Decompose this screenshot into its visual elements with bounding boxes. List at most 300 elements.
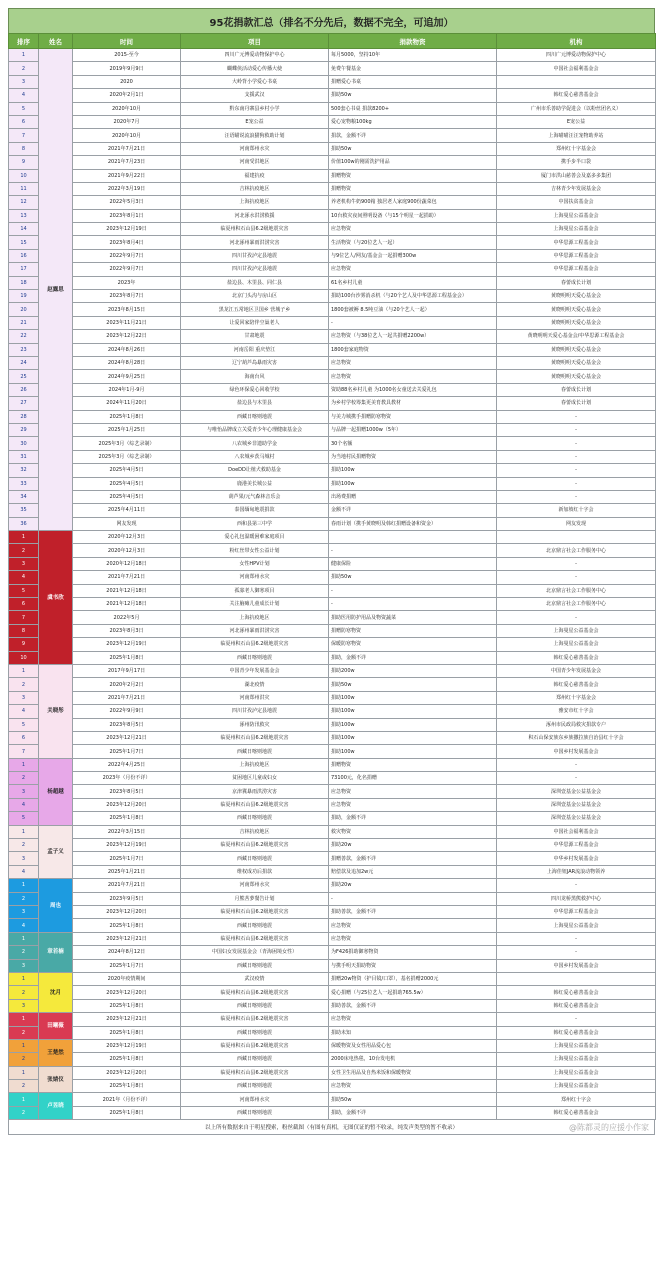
row-org: -: [497, 450, 656, 463]
row-donation: 应急物资: [329, 356, 497, 369]
row-org: -: [497, 410, 656, 423]
row-project: 河南郑州水灾: [181, 1093, 329, 1106]
table-row: [9, 678, 656, 691]
table-row: [9, 839, 656, 852]
row-donation: 金额不详: [329, 504, 497, 517]
row-donation: 出场费捐赠: [329, 490, 497, 503]
row-project: 中国青少年发展基金会: [181, 664, 329, 677]
row-donation: 捐赠20w物资（护目镜/口罩），基名捐赠2000元: [329, 972, 497, 985]
row-index: 19: [9, 290, 39, 303]
row-org: 上海佳妞JAR流浪动物领养: [497, 865, 656, 878]
table-row: [9, 102, 656, 115]
table-row: [9, 611, 656, 624]
row-index: 5: [9, 718, 39, 731]
table-row: [9, 129, 656, 142]
row-index: 22: [9, 330, 39, 343]
row-donation: 捐助50w: [329, 142, 497, 155]
row-org: 韩红爱心慈善基金会: [497, 1106, 656, 1119]
row-donation: 应急物资: [329, 370, 497, 383]
table-row: [9, 142, 656, 155]
row-org: 上海曼星公益基金会: [497, 1053, 656, 1066]
row-org: 郑州红十字基金会: [497, 142, 656, 155]
row-project: 女性HPV计划: [181, 557, 329, 570]
table-row: [9, 477, 656, 490]
row-index: 33: [9, 477, 39, 490]
donation-table: [8, 33, 656, 1120]
row-donation: 捐助50w: [329, 89, 497, 102]
row-time: 2023年12月21日: [73, 731, 181, 744]
row-time: 2025年1月21日: [73, 865, 181, 878]
row-org: 上海曼星公益基金会: [497, 223, 656, 236]
table-row: [9, 209, 656, 222]
row-index: 12: [9, 196, 39, 209]
row-project: 临夏州积石山县6.2级地震灾害: [181, 798, 329, 811]
table-row: [9, 1106, 656, 1119]
row-donation: 与美力城携手捐赠防寒物资: [329, 410, 497, 423]
table-row: [9, 972, 656, 985]
row-project: 西藏日喀则地震: [181, 919, 329, 932]
row-org: 中国乡村发展基金会: [497, 745, 656, 758]
row-project: 河南郑州水灾: [181, 879, 329, 892]
row-donation: 应急物资: [329, 1013, 497, 1026]
row-project: 爱心礼包温暖困难家庭项目: [181, 531, 329, 544]
row-index: 4: [9, 571, 39, 584]
header-donation: 捐款物资: [329, 34, 497, 49]
table-row: [9, 423, 656, 436]
row-project: 西藏日喀则地震: [181, 1053, 329, 1066]
row-org: 中国社会福利基金会: [497, 62, 656, 75]
row-org: 中华思源工程基金会: [497, 249, 656, 262]
row-donation: 捐助100w: [329, 477, 497, 490]
table-row: [9, 772, 656, 785]
table-row: [9, 397, 656, 410]
celebrity-name: 关晓彤: [39, 664, 73, 758]
row-project: 月熊菩萝餐告计划: [181, 892, 329, 905]
row-project: 临夏州积石山县6.2级地震灾害: [181, 1013, 329, 1026]
row-project: 盐边县与木里县: [181, 397, 329, 410]
row-donation: 捐助100w: [329, 731, 497, 744]
row-time: 2023年12月19日: [73, 223, 181, 236]
row-index: 4: [9, 705, 39, 718]
row-project: 海南台风: [181, 370, 329, 383]
row-index: 6: [9, 598, 39, 611]
table-row: [9, 236, 656, 249]
row-index: 2: [9, 1106, 39, 1119]
table-row: [9, 705, 656, 718]
table-row: [9, 718, 656, 731]
row-org: [497, 75, 656, 88]
row-index: 20: [9, 303, 39, 316]
table-row: [9, 517, 656, 530]
row-time: 2025年1月7日: [73, 852, 181, 865]
row-time: 2024年11月20日: [73, 397, 181, 410]
row-donation: 捐助200w: [329, 664, 497, 677]
row-org: 四川龙桥黑熊救护中心: [497, 892, 656, 905]
row-donation: 生活物资（与20位艺人一起）: [329, 236, 497, 249]
row-org: 韩红爱心慈善基金会: [497, 999, 656, 1012]
row-time: 2023年（月份不详）: [73, 772, 181, 785]
row-project: 西藏日喀则地震: [181, 852, 329, 865]
row-index: 28: [9, 410, 39, 423]
row-project: 河北涿州暴雨洪涝灾害: [181, 624, 329, 637]
row-org: 韩红爱心慈善基金会: [497, 986, 656, 999]
row-project: 临夏州积石山县6.2级地震灾害: [181, 638, 329, 651]
table-row: [9, 1026, 656, 1039]
table-row: [9, 343, 656, 356]
row-project: 四川甘孜泸定县地震: [181, 249, 329, 262]
row-donation: 与品牌一起捐赠1000w（5年）: [329, 423, 497, 436]
table-row: [9, 410, 656, 423]
row-org: 中华乡村发展基金会: [497, 852, 656, 865]
row-time: 2024年9月25日: [73, 370, 181, 383]
row-donation: 1800套被褥 8.5吨豆油（与20个艺人一起）: [329, 303, 497, 316]
row-index: 1: [9, 49, 39, 62]
celebrity-name: 章若楠: [39, 932, 73, 972]
table-row: [9, 75, 656, 88]
row-donation: 健康保险: [329, 557, 497, 570]
table-row: [9, 745, 656, 758]
row-org: -: [497, 464, 656, 477]
row-index: 4: [9, 865, 39, 878]
row-time: 2025年1月8日: [73, 1080, 181, 1093]
row-project: 西和县第三中学: [181, 517, 329, 530]
row-index: 2: [9, 544, 39, 557]
table-row: [9, 825, 656, 838]
row-project: 上海抗疫地区: [181, 611, 329, 624]
row-org: 上海曼星公益基金会: [497, 638, 656, 651]
watermark: @陈都灵的应援小作家: [569, 1123, 649, 1133]
row-donation: 爱心宠物粮100kg: [329, 115, 497, 128]
row-time: 2024年8月12日: [73, 946, 181, 959]
row-project: 甘肃地震: [181, 330, 329, 343]
table-row: [9, 638, 656, 651]
row-time: 2022年9月9日: [73, 705, 181, 718]
row-donation: 捐助善款，金额不详: [329, 999, 497, 1012]
row-time: 2022年5月3日: [73, 196, 181, 209]
row-donation: 应急物资（与38位艺人一起共捐赠2200w）: [329, 330, 497, 343]
row-org: 吉林青少年发展基金会: [497, 182, 656, 195]
row-donation: 应急物资: [329, 263, 497, 276]
row-project: 西藏日喀则地震: [181, 651, 329, 664]
row-time: 2021年12月18日: [73, 598, 181, 611]
row-donation: 为当地村民捐赠物资: [329, 450, 497, 463]
row-project: DoeDD让植犬救助基金: [181, 464, 329, 477]
table-row: [9, 999, 656, 1012]
row-project: 临夏州积石山县6.2级地震灾害: [181, 1066, 329, 1079]
row-time: 2023年12月22日: [73, 330, 181, 343]
row-time: 2023年12月19日: [73, 1039, 181, 1052]
celebrity-name: 王楚然: [39, 1039, 73, 1066]
row-project: 四川广元博爱动物保护中心: [181, 49, 329, 62]
row-time: 2025年1月8日: [73, 812, 181, 825]
row-index: 9: [9, 638, 39, 651]
row-org: 上海曼星公益基金会: [497, 919, 656, 932]
row-time: 2020年12月3日: [73, 544, 181, 557]
row-donation: 捐助医用防护用品及物资蔬菜: [329, 611, 497, 624]
row-time: 2023年12月20日: [73, 798, 181, 811]
row-project: 临夏州积石山县6.2级地震灾害: [181, 839, 329, 852]
row-project: E宠公益: [181, 115, 329, 128]
row-donation: 应急物资: [329, 785, 497, 798]
table-row: [9, 437, 656, 450]
row-donation: 10台救灾夜间照明设备（与15个明星一起捐助）: [329, 209, 497, 222]
row-org: 网友发现: [497, 517, 656, 530]
row-project: 河南郑州水灾: [181, 571, 329, 584]
row-time: 2021年7月23日: [73, 156, 181, 169]
row-time: 2019年9月9日: [73, 62, 181, 75]
row-index: 10: [9, 651, 39, 664]
row-index: 2: [9, 986, 39, 999]
row-project: 河南郑州水灾: [181, 142, 329, 155]
row-time: 2023年12月19日: [73, 839, 181, 852]
row-donation: 应急物资: [329, 919, 497, 932]
row-index: 6: [9, 115, 39, 128]
row-time: 2021年9月22日: [73, 169, 181, 182]
row-time: 2020年2月2日: [73, 678, 181, 691]
row-org: 韩红爱心慈善基金会: [497, 1026, 656, 1039]
celebrity-name: 卢昱晓: [39, 1093, 73, 1120]
table-row: [9, 691, 656, 704]
table-row: [9, 1093, 656, 1106]
table-row: [9, 785, 656, 798]
row-org: 深圳壹基金公益基金会: [497, 812, 656, 825]
row-index: 2: [9, 839, 39, 852]
row-org: 新加坡红十字会: [497, 504, 656, 517]
row-index: 2: [9, 1080, 39, 1093]
table-row: [9, 490, 656, 503]
table-row: [9, 1066, 656, 1079]
row-time: 2023年8月5日: [73, 718, 181, 731]
row-project: 绿色环保爱心回收学校: [181, 383, 329, 396]
table-row: [9, 450, 656, 463]
row-org: [497, 972, 656, 985]
row-project: 八农城乡茨马城村: [181, 450, 329, 463]
row-project: 西藏日喀则地震: [181, 745, 329, 758]
row-index: 5: [9, 812, 39, 825]
row-time: 2020年10月: [73, 129, 181, 142]
row-time: 2015-至今: [73, 49, 181, 62]
row-project: 让爱回家陪伴空巢老人: [181, 316, 329, 329]
row-project: 盐边县、木里县、同仁县: [181, 276, 329, 289]
row-time: 2022年5月: [73, 611, 181, 624]
row-time: 2023年8月5日: [73, 785, 181, 798]
row-index: 8: [9, 624, 39, 637]
celebrity-name: 沈月: [39, 972, 73, 1012]
row-donation: 捐助，金额不详: [329, 651, 497, 664]
row-index: 4: [9, 89, 39, 102]
row-index: 3: [9, 785, 39, 798]
row-project: 京津冀暴雨洪涝灾害: [181, 785, 329, 798]
row-donation: 捐助善款，金额不详: [329, 906, 497, 919]
row-index: 2: [9, 1053, 39, 1066]
row-donation: 应急物资: [329, 223, 497, 236]
row-project: 蝴蝶侠活动爱心传播大使: [181, 62, 329, 75]
row-donation: 保暖物资及女性用品爱心包: [329, 1039, 497, 1052]
table-row: [9, 798, 656, 811]
row-org: 中华思源工程基金会: [497, 236, 656, 249]
row-donation: 捐助50w: [329, 571, 497, 584]
header-name: 姓名: [39, 34, 73, 49]
row-index: 17: [9, 263, 39, 276]
row-index: 2: [9, 62, 39, 75]
row-time: 网友发现: [73, 517, 181, 530]
row-org: 中国乡村发展基金会: [497, 959, 656, 972]
table-row: [9, 852, 656, 865]
row-time: 2023年8月15日: [73, 303, 181, 316]
row-org: 上海曼星公益基金会: [497, 1039, 656, 1052]
row-org: [497, 531, 656, 544]
row-index: 10: [9, 169, 39, 182]
row-time: 2023年8月1日: [73, 209, 181, 222]
footer-note: 以上所有数据来自于明星搜索，粉丝截图（有图有真相，无图仅证的暂不收录，纯发声类型的暂不收录）: [8, 1120, 655, 1135]
row-index: 3: [9, 959, 39, 972]
sheet-title: 95花捐款汇总（排名不分先后，数据不完全，可追加）: [8, 8, 655, 33]
row-donation: 为乡村学校筹集更美育教具教材: [329, 397, 497, 410]
row-index: 3: [9, 906, 39, 919]
row-index: 3: [9, 691, 39, 704]
row-time: 2025年4月5日: [73, 490, 181, 503]
row-project: 四川甘孜泸定县地震: [181, 705, 329, 718]
row-donation: 2000床电热毯，10台发电机: [329, 1053, 497, 1066]
row-org: 郑州红十字会: [497, 1093, 656, 1106]
row-donation: 500套心书桌 捐款8200+: [329, 102, 497, 115]
row-index: 2: [9, 892, 39, 905]
row-time: 2023年12月20日: [73, 986, 181, 999]
row-org: 中国扶贫基金会: [497, 196, 656, 209]
row-time: 2025年4月5日: [73, 464, 181, 477]
row-project: 湖北疫情: [181, 678, 329, 691]
row-time: 2024年1月-9月: [73, 383, 181, 396]
row-project: 孤寡老人御寒项目: [181, 584, 329, 597]
row-project: 西藏日喀则地震: [181, 959, 329, 972]
row-org: 韩红爱心慈善基金会: [497, 678, 656, 691]
table-row: [9, 544, 656, 557]
row-donation: 养老机构牛奶900箱 独居老人家庭900份蔬菜包: [329, 196, 497, 209]
row-index: 26: [9, 383, 39, 396]
row-project: 关注脑瘫儿童成长计划: [181, 598, 329, 611]
row-index: 2: [9, 772, 39, 785]
row-index: 11: [9, 182, 39, 195]
row-time: 2024年8月26日: [73, 343, 181, 356]
row-org: 中华思源工程基金会: [497, 906, 656, 919]
row-time: 2022年9月7日: [73, 263, 181, 276]
row-project: 吉林抗疫地区: [181, 825, 329, 838]
row-org: 厦门市洪山慈善会及嘉多多集团: [497, 169, 656, 182]
table-row: [9, 290, 656, 303]
row-time: 2025年1月8日: [73, 651, 181, 664]
row-project: 北京门头沟与房山区: [181, 290, 329, 303]
row-index: 2: [9, 678, 39, 691]
row-org: 中国社会福利基金会: [497, 825, 656, 838]
row-index: 1: [9, 1013, 39, 1026]
row-donation: 应急物资: [329, 1080, 497, 1093]
row-project: 河北涿州暴雨洪涝灾害: [181, 236, 329, 249]
row-time: 2025年1月8日: [73, 1026, 181, 1039]
row-index: 13: [9, 209, 39, 222]
table-row: [9, 865, 656, 878]
row-index: 1: [9, 879, 39, 892]
row-time: 2025年1月7日: [73, 959, 181, 972]
row-time: 2020年12月18日: [73, 557, 181, 570]
table-row: [9, 1053, 656, 1066]
row-org: 黄晓明明天爱心基金会/中华思源工程基金会: [497, 330, 656, 343]
table-row: [9, 919, 656, 932]
row-org: 上海曼星公益基金会: [497, 624, 656, 637]
row-index: 23: [9, 343, 39, 356]
table-row: [9, 89, 656, 102]
row-org: 涿州市民政局救灾捐款专户: [497, 718, 656, 731]
row-index: 1: [9, 531, 39, 544]
row-time: 2022年4月25日: [73, 758, 181, 771]
row-time: 2022年9月7日: [73, 249, 181, 262]
row-index: 18: [9, 276, 39, 289]
row-index: 7: [9, 611, 39, 624]
row-donation: 捐助，金额不详: [329, 1106, 497, 1119]
row-time: 2025年3月（综艺录制）: [73, 437, 181, 450]
row-project: 临夏州积石山县6.2级地震灾害: [181, 1039, 329, 1052]
row-index: 5: [9, 584, 39, 597]
row-org: -: [497, 932, 656, 945]
row-project: 八农城乡非遗助学金: [181, 437, 329, 450]
row-index: 1: [9, 1093, 39, 1106]
celebrity-name: 赵露思: [39, 49, 73, 531]
table-row: [9, 169, 656, 182]
table-row: [9, 598, 656, 611]
row-index: 2: [9, 946, 39, 959]
table-row: [9, 731, 656, 744]
row-donation: 捐赠物资: [329, 182, 497, 195]
row-index: 14: [9, 223, 39, 236]
row-donation: 价值100w的刚需洗护用品: [329, 156, 497, 169]
row-org: -: [497, 758, 656, 771]
row-org: 北京鼎言社会工作服务中心: [497, 544, 656, 557]
table-row: [9, 531, 656, 544]
row-org: 郑州红十字基金会: [497, 691, 656, 704]
table-row: [9, 182, 656, 195]
table-row: [9, 946, 656, 959]
celebrity-name: 张婧仪: [39, 1066, 73, 1093]
header-project: 项目: [181, 34, 329, 49]
row-donation: 爱心捐赠（与25位艺人一起捐助765.5w）: [329, 986, 497, 999]
row-org: 深圳壹基金公益基金会: [497, 798, 656, 811]
row-project: 河南郑州洪灾: [181, 691, 329, 704]
row-donation: -: [329, 584, 497, 597]
celebrity-name: 田曦薇: [39, 1013, 73, 1040]
row-org: 雅安市红十字会: [497, 705, 656, 718]
row-org: E宠公益: [497, 115, 656, 128]
row-time: 2020年疫情期间: [73, 972, 181, 985]
table-row: [9, 986, 656, 999]
row-index: 4: [9, 919, 39, 932]
row-project: 大岭背小学爱心书桌: [181, 75, 329, 88]
row-project: 河北涿水洪涝救援: [181, 209, 329, 222]
row-donation: 捐助20w: [329, 879, 497, 892]
row-org: -: [497, 477, 656, 490]
row-org: 上海喵喵汪汪宠物助养站: [497, 129, 656, 142]
celebrity-name: 虞书欣: [39, 531, 73, 665]
row-donation: 捐赠物资: [329, 758, 497, 771]
row-donation: 捐助50w: [329, 678, 497, 691]
row-donation: 捐助50w: [329, 1093, 497, 1106]
row-donation: 61名乡村儿童: [329, 276, 497, 289]
row-time: 2025年1月8日: [73, 919, 181, 932]
row-donation: 资助88名乡村儿童 为1000名女童送去关爱礼包: [329, 383, 497, 396]
table-row: [9, 932, 656, 945]
row-project: 临夏州积石山县6.2级地震灾害: [181, 932, 329, 945]
table-row: [9, 584, 656, 597]
row-project: 涿州防汛救灾: [181, 718, 329, 731]
row-time: 2021年7月21日: [73, 571, 181, 584]
